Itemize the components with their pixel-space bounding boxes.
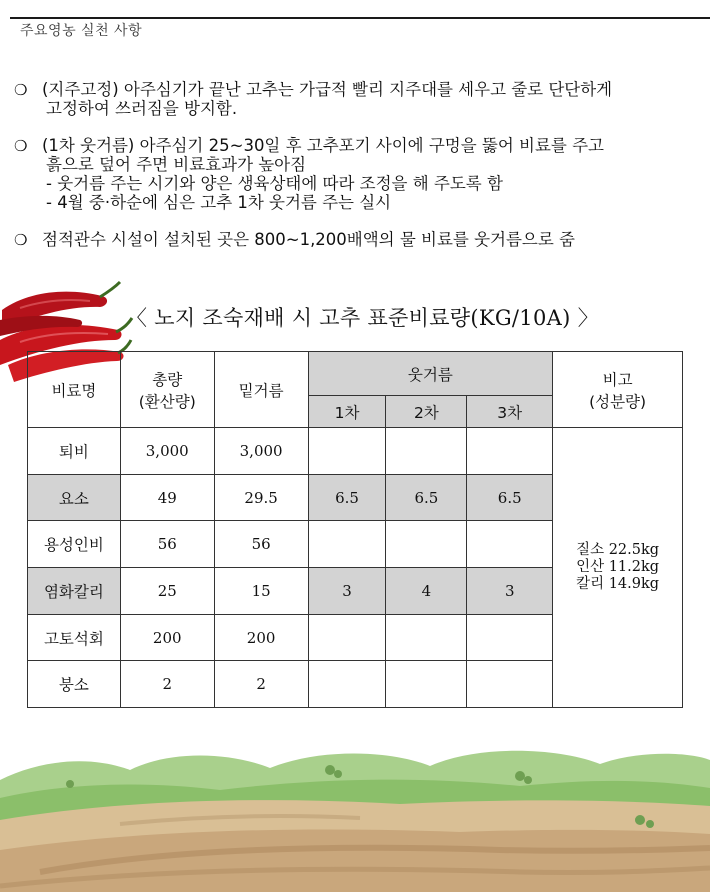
header-note-sub: (성분량) [589,392,647,411]
header-topdressing: 웃거름 [308,352,553,396]
section-label: 주요영농 실천 사항 [20,23,143,39]
note-phosphate: 인산 11.2kg [576,559,660,576]
header-note [553,352,683,428]
bullet-mark-icon: ❍ [14,231,28,249]
note-cell [553,428,683,708]
fertilizer-table [27,351,683,708]
fertilizer-name: 요소 [28,474,121,521]
note-nitrogen: 질소 22.5kg [576,542,660,559]
top-rule [10,17,710,19]
header-name: 비료명 [28,352,121,428]
cell-total: 56 [120,521,214,568]
table-row [28,428,683,475]
table-title: 〈 노지 조숙재배 시 고추 표준비료량(KG/10A) 〉 [126,306,599,330]
cell-base: 29.5 [214,474,308,521]
fertilizer-name: 붕소 [28,661,121,708]
header-top3: 3차 [467,396,553,428]
cell-total: 25 [120,568,214,615]
bullet-item-topdressing [14,136,704,212]
bullet-line: (1차 웃거름) 아주심기 25~30일 후 고추포기 사이에 구멍을 뚫어 비료를 주고 [42,136,604,155]
bullet-line: 고정하여 쓰러짐을 방지함. [46,99,238,118]
fertilizer-name: 고토석회 [28,614,121,661]
cell-top2 [386,521,467,568]
header-total-label: 총량 [152,370,183,389]
cell-top3 [467,614,553,661]
cell-base: 56 [214,521,308,568]
bullet-mark-icon: ❍ [14,137,28,155]
cell-base: 3,000 [214,428,308,475]
cell-top3 [467,428,553,475]
bullet-line: - 웃거름 주는 시기와 양은 생육상태에 따라 조정을 해 주도록 함 [46,174,503,193]
header-top1: 1차 [308,396,386,428]
cell-top2: 6.5 [386,474,467,521]
cell-top2 [386,428,467,475]
header-top2: 2차 [386,396,467,428]
bullet-item-drip [14,230,704,249]
cell-total: 2 [120,661,214,708]
fertilizer-name: 퇴비 [28,428,121,475]
cell-top1 [308,614,386,661]
bullet-list [14,80,704,267]
cell-total: 3,000 [120,428,214,475]
table-header-row [28,352,683,396]
cell-top1 [308,428,386,475]
bullet-line: (지주고정) 아주심기가 끝난 고추는 가급적 빨리 지주대를 세우고 줄로 단단하게 [42,80,613,99]
note-potash: 칼리 14.9kg [576,576,660,593]
cell-total: 49 [120,474,214,521]
bullet-item-stake [14,80,704,118]
farm-field-illustration [0,700,710,892]
bullet-line: - 4월 중·하순에 심은 고추 1차 웃거름 주는 실시 [46,193,392,212]
fertilizer-name: 용성인비 [28,521,121,568]
cell-top3: 6.5 [467,474,553,521]
cell-top1: 3 [308,568,386,615]
header-total [120,352,214,428]
cell-base: 200 [214,614,308,661]
fertilizer-name: 염화칼리 [28,568,121,615]
cell-top2 [386,614,467,661]
bullet-line: 점적관수 시설이 설치된 곳은 800~1,200배액의 물 비료를 웃거름으로 줌 [42,230,575,249]
cell-top1: 6.5 [308,474,386,521]
header-total-sub: (환산량) [138,392,196,411]
cell-top3: 3 [467,568,553,615]
cell-total: 200 [120,614,214,661]
header-note-label: 비고 [602,370,633,389]
cell-top3 [467,521,553,568]
bullet-line: 흙으로 덮어 주면 비료효과가 높아짐 [46,155,307,174]
bullet-mark-icon: ❍ [14,81,28,99]
cell-base: 15 [214,568,308,615]
cell-base: 2 [214,661,308,708]
header-base: 밑거름 [214,352,308,428]
cell-top1 [308,521,386,568]
cell-top2: 4 [386,568,467,615]
